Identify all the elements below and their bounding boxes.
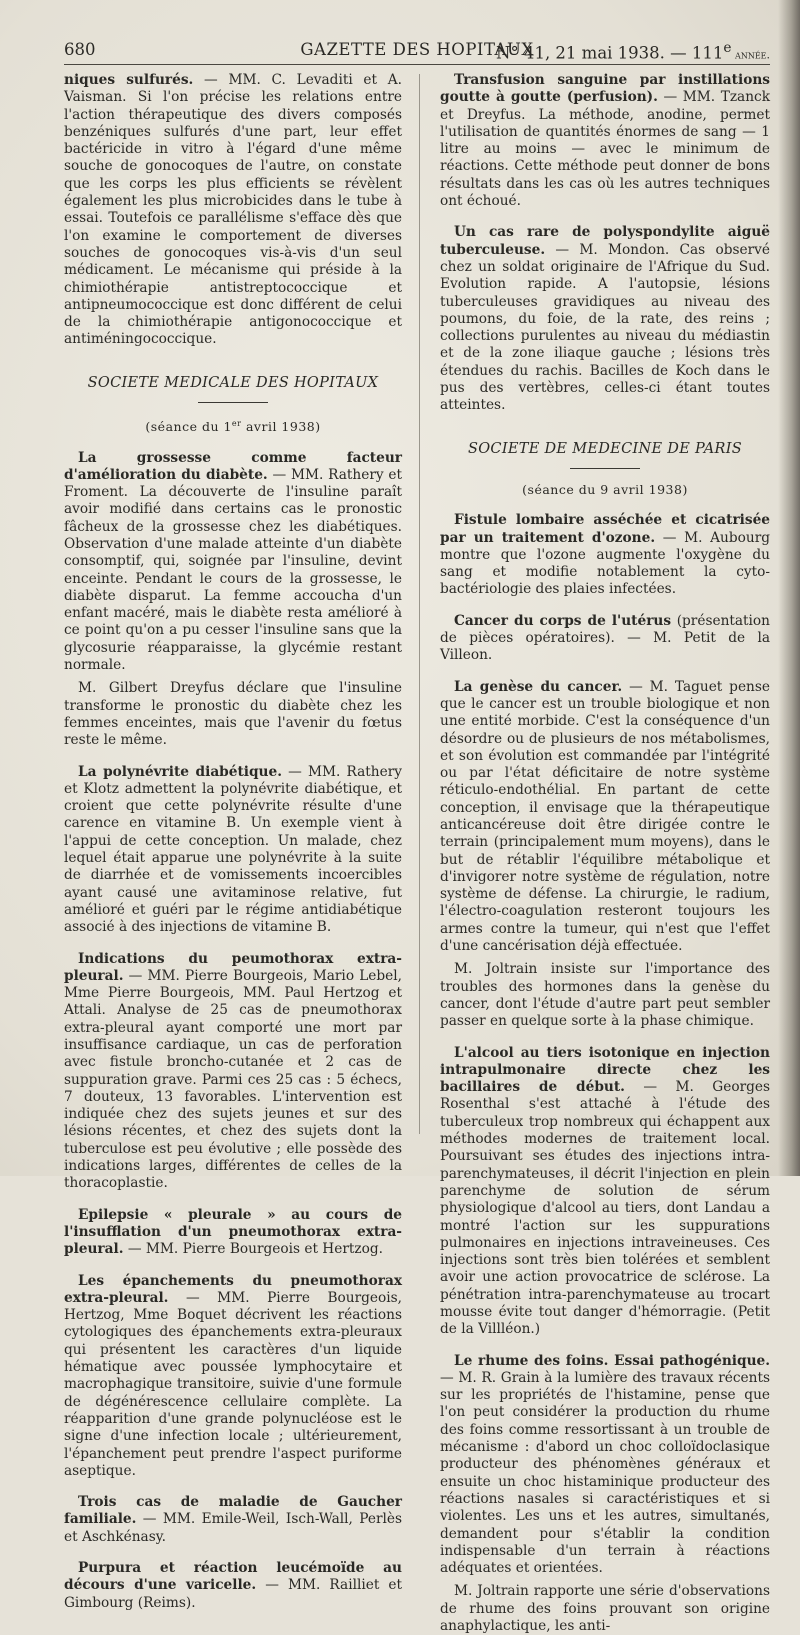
session-date: (séance du 1er avril 1938) — [145, 419, 321, 435]
article: Cancer du corps de l'utérus (présentation de pièces opératoires). — M. Petit de la Villeon. — [440, 612, 770, 664]
issue-info: N° 41, 21 mai 1938. — 111e année. — [496, 40, 770, 63]
article-continued: niques sulfurés. — MM. C. Levaditi et A. Vaisman. Si l'on précise les relations entre l'action thérapeutique des divers composés benzéniques sulfurés d'une part, leur effet bactéricide in vitro à l'égard d'une même souche de gonocoques de l'autre, on constate que les corps les plus efficients se révèlent également les plus microbicides dans le tube à essai. Toutefois ce parallélisme s'efface dès que l'on examine le comportement de diverses souches de gonocoques vis-à-vis d'un seul médicament. Le mécanisme qui préside à la chimiothérapie antistreptococcique et antipneumococcique est donc différent de celui de la chimiothérapie antigonococcique et antiméningococcique. — [64, 72, 402, 348]
article: Transfusion sanguine par instillations goutte à goutte (perfusion). — MM. Tzanck et Dreyfus. La méthode, anodine, permet l'utilisation de quantités énormes de sang — 1 litre au moins — avec le minimum de réactions. Cette méthode peut donner de bons résultats dans les cas où les autres techniques ont échoué. — [440, 72, 770, 210]
column-divider — [419, 74, 420, 1134]
right-column — [440, 72, 770, 1635]
article: Purpura et réaction leucémoïde au décours d'une varicelle. — MM. Railliet et Gimbourg (Reims). — [64, 1560, 402, 1611]
divider — [198, 402, 268, 403]
session-date: (séance du 9 avril 1938) — [522, 481, 688, 497]
left-column — [64, 72, 402, 1612]
article: Un cas rare de polyspondylite aiguë tuberculeuse. — M. Mondon. Cas observé chez un soldat originaire de l'Afrique du Sud. Evolution rapide. A l'autopsie, lésions tuberculeuses gravidiques au niveau des poumons, du foie, de la rate, des reins ; collections purulentes au niveau du médiastin et de la zone iliaque gauche ; lésions très étendues du rachis. Bacilles de Koch dans le pus des vertèbres, celles-ci étant toutes atteintes. — [440, 224, 770, 414]
society-heading: SOCIETE DE MEDECINE DE PARIS — [468, 440, 742, 457]
article: Trois cas de maladie de Gaucher familiale. — MM. Emile-Weil, Isch-Wall, Perlès et Aschkénasy. — [64, 1494, 402, 1545]
article-comment: M. Gilbert Dreyfus déclare que l'insuline transforme le pronostic du diabète chez les femmes enceintes, mais que l'avenir du fœtus reste le même. — [64, 680, 402, 749]
divider — [570, 468, 640, 469]
article: La grossesse comme facteur d'amélioration du diabète. — MM. Rathery et Froment. La découverte de l'insuline paraît avoir modifié dans certains cas le pronostic fâcheux de la grossesse chez les diabétiques. Observation d'une malade atteinte d'un diabète consomptif, qui, soignée par l'insuline, devint enceinte. Pendant le cours de la grossesse, le diabète disparut. La femme accoucha d'un enfant macéré, mais le diabète resta amélioré à ce point qu'on a pu cesser l'insuline sans que la glycosurie réapparaisse, la glycémie restant normale. — [64, 449, 402, 674]
article: Les épanchements du pneumothorax extra-pleural. — MM. Pierre Bourgeois, Hertzog, Mme Boquet décrivent les réactions cytologiques des épanchements extra-pleuraux qui présentent les caractères d'un liquide hématique avec poussée lymphocytaire et macrophagique transitoire, suivie d'une formule de dégénérescence cellulaire complète. La réapparition d'une grande polynucléose est le signe d'une infection locale ; ultérieurement, l'épanchement peut prendre l'aspect puriforme aseptique. — [64, 1272, 402, 1479]
article: Le rhume des foins. Essai pathogénique. — M. R. Grain à la lumière des travaux récents sur les propriétés de l'histamine, pense que l'on peut considérer la production du rhume des foins comme ressortissant à un trouble de mécanisme : d'abord un choc colloïdoclasique producteur des phénomènes généraux et ensuite un choc histaminique producteur des réactions nasales si caractéristiques et si violentes. Les uns et les autres, simultanés, demandent pour s'établir la condition indispensable d'un terrain à réactions adéquates et orientées. — [440, 1352, 770, 1577]
article-comment: M. Joltrain insiste sur l'importance des troubles des hormones dans la genèse du cancer, dont l'étude d'autre part peut sembler passer en quelque sorte à la phase chimique. — [440, 961, 770, 1030]
society-heading: SOCIETE MEDICALE DES HOPITAUX — [87, 374, 379, 391]
article-comment: M. Joltrain rapporte une série d'observations de rhume des foins prouvant son origine anaphylactique, les anti- — [440, 1583, 770, 1635]
journal-title: GAZETTE DES HOPITAUX — [300, 40, 534, 59]
article: Indications du peumothorax extra-pleural. — MM. Pierre Bourgeois, Mario Lebel, Mme Pierre Bourgeois, MM. Paul Hertzog et Attali. Analyse de 25 cas de pneumothorax extra-pleural ayant comporté une mort par insuffisance cardiaque, un cas de perforation avec fistule broncho-cutanée et 2 cas de suppuration grave. Parmi ces 25 cas : 5 échecs, 7 douteux, 13 favorables. L'intervention est indiquée chez des sujets jeunes et sur des lésions récentes, et chez des sujets dont la tuberculose est peu évolutive ; elle possède des indications larges, différentes de celles de la thoracoplastie. — [64, 950, 402, 1192]
running-header — [64, 40, 770, 65]
page-edge-shadow — [778, 0, 800, 1176]
article: La polynévrite diabétique. — MM. Rathery et Klotz admettent la polynévrite diabétique, et croient que cette polynévrite résulte d'une carence en vitamine B. Un exemple vient à l'appui de cette conception. Un malade, chez lequel était apparue une polynévrite à la suite de diarrhée et de vomissements incoercibles ayant causé une avitaminose relative, fut amélioré et guéri par le régime antidiabétique associé à des injections de vitamine B. — [64, 763, 402, 936]
page-number: 680 — [64, 40, 96, 59]
article: Epilepsie « pleurale » au cours de l'insufflation d'un pneumothorax extra-pleural. — MM. Pierre Bourgeois et Hertzog. — [64, 1206, 402, 1258]
article: L'alcool au tiers isotonique en injection intrapulmonaire directe chez les bacillaires de début. — M. Georges Rosenthal s'est attaché à l'étude des tuberculeux trop nombreux qui échappent aux méthodes modernes de traitement local. Poursuivant ses études des injections intra-parenchymateuses, il décrit l'injection en plein parenchyme de solution de sérum physiologique d'alcool au tiers, dont Landau a montré l'action sur les suppurations pulmonaires en injections intraveineuses. Ces injections sont très bien tolérées et semblent avoir une action provocatrice de sclérose. La pénétration intra-parenchymateuse au trocart mousse évite tout danger d'hémorragie. (Petit de la Villléon.) — [440, 1044, 771, 1338]
article: La genèse du cancer. — M. Taguet pense que le cancer est un trouble biologique et non une entité morbide. C'est la conséquence d'un désordre ou de plusieurs de nos métabolismes, et son évolution est commandée par l'intégrité ou par l'état déficitaire de notre système réticulo-endothélial. En partant de cette conception, il envisage que la thérapeutique anticancéreuse doit être dirigée contre le terrain (principalement mum moyens), dans le but de rétablir l'équilibre métabolique et d'invigorer notre système de régulation, notre système de défense. La chirurgie, le radium, l'électro-coagulation resteront toujours les armes contre la tumeur, qui n'est que l'effet d'une cancérisation déjà effectuée. — [440, 678, 770, 955]
article: Fistule lombaire asséchée et cicatrisée par un traitement d'ozone. — M. Aubourg montre que l'ozone augmente l'oxygène du sang et modifie notablement la cyto-bactériologie des plaies infectées. — [440, 512, 770, 598]
